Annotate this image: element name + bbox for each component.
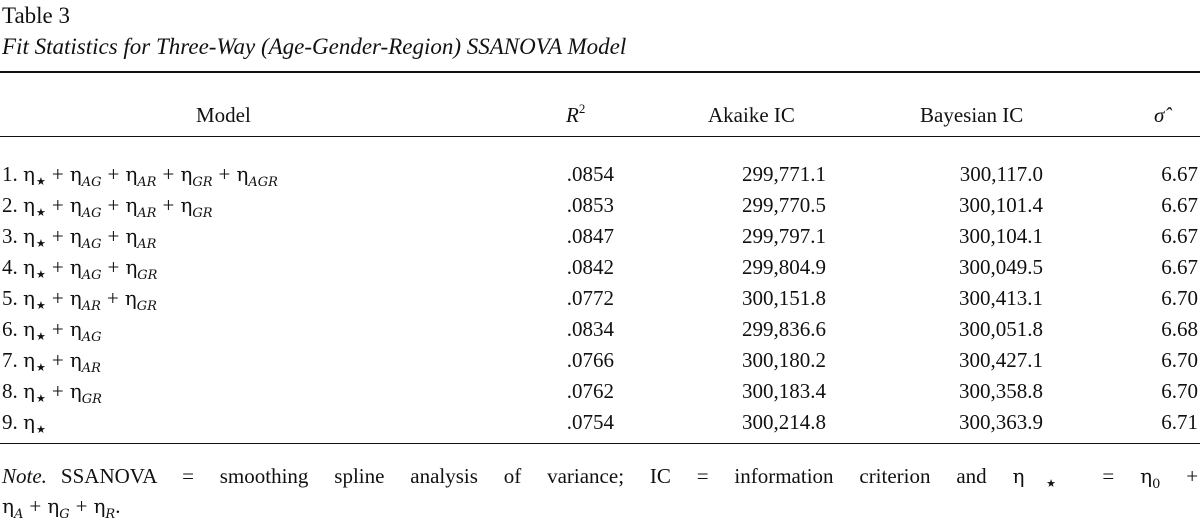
eta-star-term: $\eta_★$ (23, 410, 46, 436)
plus-sign: + (51, 193, 64, 217)
bayesian-ic-cell: 300,104.1 (959, 224, 1043, 248)
plus-sign: + (51, 379, 64, 403)
r-squared-cell: .0842 (566, 255, 614, 279)
note-end: . (115, 494, 121, 518)
eta-star-term: $\eta_★$ (23, 286, 46, 312)
sigma-hat-cell: 6.67 (1161, 224, 1198, 248)
eta-star-term: $\eta_★$ (23, 348, 46, 374)
eta-term: $\eta_{AG}$ (69, 317, 102, 345)
plus-sign: + (106, 286, 119, 310)
header-r-squared (566, 98, 585, 132)
eta-term: $\eta_{AR}$ (69, 286, 101, 314)
r-squared-cell: .0766 (566, 348, 614, 372)
eta-term: $\eta_{AGR}$ (236, 162, 278, 190)
table-row (0, 407, 1200, 438)
eta-term: $\eta_{GR}$ (124, 286, 157, 314)
eta-term: $\eta_{GR}$ (125, 255, 158, 283)
header-akaike-ic: Akaike IC (708, 103, 795, 127)
akaike-ic-cell: 299,770.5 (742, 193, 826, 217)
eta-term: $\eta_{AG}$ (69, 255, 102, 283)
header-rule (0, 136, 1200, 137)
bayesian-ic-cell: 300,363.9 (959, 410, 1043, 434)
plus-sign: + (51, 255, 64, 279)
sigma-hat-cell: 6.67 (1161, 193, 1198, 217)
plus-sign: + (162, 193, 175, 217)
table-row (0, 283, 1200, 314)
table-row (0, 376, 1200, 407)
eta-term: $\eta_{GR}$ (180, 162, 213, 190)
plus-sign: + (107, 162, 120, 186)
model-number: 7. (2, 348, 18, 372)
r-squared-cell: .0854 (566, 162, 614, 186)
plus-sign: + (218, 162, 231, 186)
header-bayesian-ic: Bayesian IC (920, 103, 1024, 127)
note-plus: + (29, 494, 42, 518)
model-number: 8. (2, 379, 18, 403)
note-label: Note. (2, 464, 47, 488)
note-eta-a: $\eta_A$ (2, 494, 24, 522)
table-row (0, 314, 1200, 345)
eta-star-term: $\eta_★$ (23, 162, 46, 188)
eta-term: $\eta_{AG}$ (69, 193, 102, 221)
note-plus: + (75, 494, 88, 518)
eta-term: $\eta_{AR}$ (125, 193, 157, 221)
top-rule (0, 71, 1200, 73)
plus-sign: + (107, 224, 120, 248)
model-number: 3. (2, 224, 18, 248)
eta-term: $\eta_{AG}$ (69, 162, 102, 190)
akaike-ic-cell: 299,804.9 (742, 255, 826, 279)
table-label: Table 3 (2, 3, 71, 28)
bayesian-ic-cell: 300,101.4 (959, 193, 1043, 217)
bayesian-ic-cell: 300,051.8 (959, 317, 1043, 341)
note-eta-zero: $\eta_0$ (1140, 464, 1161, 492)
r-squared-cell: .0754 (566, 410, 614, 434)
table-note-continued (2, 491, 120, 521)
model-number: 6. (2, 317, 18, 341)
note-eta-r: $\eta_R$ (93, 494, 116, 522)
eta-term: $\eta_{AG}$ (69, 224, 102, 252)
akaike-ic-cell: 300,214.8 (742, 410, 826, 434)
model-number: 2. (2, 193, 18, 217)
plus-sign: + (107, 193, 120, 217)
plus-sign: + (107, 255, 120, 279)
eta-star-term: $\eta_★$ (23, 317, 46, 343)
sigma-hat-cell: 6.68 (1161, 317, 1198, 341)
sigma-hat-cell: 6.67 (1161, 255, 1198, 279)
bayesian-ic-cell: 300,358.8 (959, 379, 1043, 403)
r-squared-cell: .0853 (566, 193, 614, 217)
plus-sign: + (51, 224, 64, 248)
akaike-ic-cell: 300,183.4 (742, 379, 826, 403)
eta-star-term: $\eta_★$ (23, 255, 46, 281)
table-title: Fit Statistics for Three-Way (Age-Gender-Region) SSANOVA Model (2, 34, 627, 59)
bayesian-ic-cell: 300,427.1 (959, 348, 1043, 372)
plus-sign: + (51, 317, 64, 341)
note-equals: = (1102, 464, 1115, 488)
r-squared-cell: .0847 (566, 224, 614, 248)
model-number: 9. (2, 410, 18, 434)
r-squared-cell: .0772 (566, 286, 614, 310)
sigma-hat-cell: 6.70 (1161, 286, 1198, 310)
plus-sign: + (51, 348, 64, 372)
plus-sign: + (51, 162, 64, 186)
eta-term: $\eta_{AR}$ (69, 348, 101, 376)
r-squared-cell: .0762 (566, 379, 614, 403)
header-r-squared-base: R (566, 103, 579, 127)
table-row (0, 221, 1200, 252)
eta-star-term: $\eta_★$ (23, 379, 46, 405)
akaike-ic-cell: 299,836.6 (742, 317, 826, 341)
r-squared-cell: .0834 (566, 317, 614, 341)
eta-star-term: $\eta_★$ (23, 193, 46, 219)
table-row (0, 190, 1200, 221)
table-row (0, 252, 1200, 283)
header-sigma-hat: σ̂ (1154, 103, 1165, 127)
bottom-rule (0, 443, 1200, 444)
sigma-hat-cell: 6.71 (1161, 410, 1198, 434)
plus-sign: + (162, 162, 175, 186)
akaike-ic-cell: 300,151.8 (742, 286, 826, 310)
sigma-hat-cell: 6.67 (1161, 162, 1198, 186)
header-r-squared-exponent: 2 (578, 101, 586, 116)
bayesian-ic-cell: 300,413.1 (959, 286, 1043, 310)
note-plus: + (1186, 464, 1199, 488)
note-eta-star: $\eta_★$ (1012, 464, 1077, 490)
table-row (0, 345, 1200, 376)
table-note (2, 461, 1198, 499)
model-cell (2, 407, 46, 445)
eta-term: $\eta_{GR}$ (69, 379, 102, 407)
model-number: 5. (2, 286, 18, 310)
table-header-row (0, 98, 1200, 132)
bayesian-ic-cell: 300,049.5 (959, 255, 1043, 279)
eta-term: $\eta_{AR}$ (125, 224, 157, 252)
akaike-ic-cell: 300,180.2 (742, 348, 826, 372)
bayesian-ic-cell: 300,117.0 (959, 162, 1043, 186)
sigma-hat-cell: 6.70 (1161, 379, 1198, 403)
sigma-hat-cell: 6.70 (1161, 348, 1198, 372)
model-number: 1. (2, 162, 18, 186)
note-text: SSANOVA = smoothing spline analysis of variance; IC = information criterion and (60, 464, 987, 488)
akaike-ic-cell: 299,771.1 (742, 162, 826, 186)
plus-sign: + (51, 286, 64, 310)
eta-star-term: $\eta_★$ (23, 224, 46, 250)
akaike-ic-cell: 299,797.1 (742, 224, 826, 248)
header-model: Model (196, 103, 251, 127)
note-eta-g: $\eta_G$ (47, 494, 70, 522)
eta-term: $\eta_{GR}$ (180, 193, 213, 221)
model-number: 4. (2, 255, 18, 279)
eta-term: $\eta_{AR}$ (125, 162, 157, 190)
table-row (0, 159, 1200, 190)
